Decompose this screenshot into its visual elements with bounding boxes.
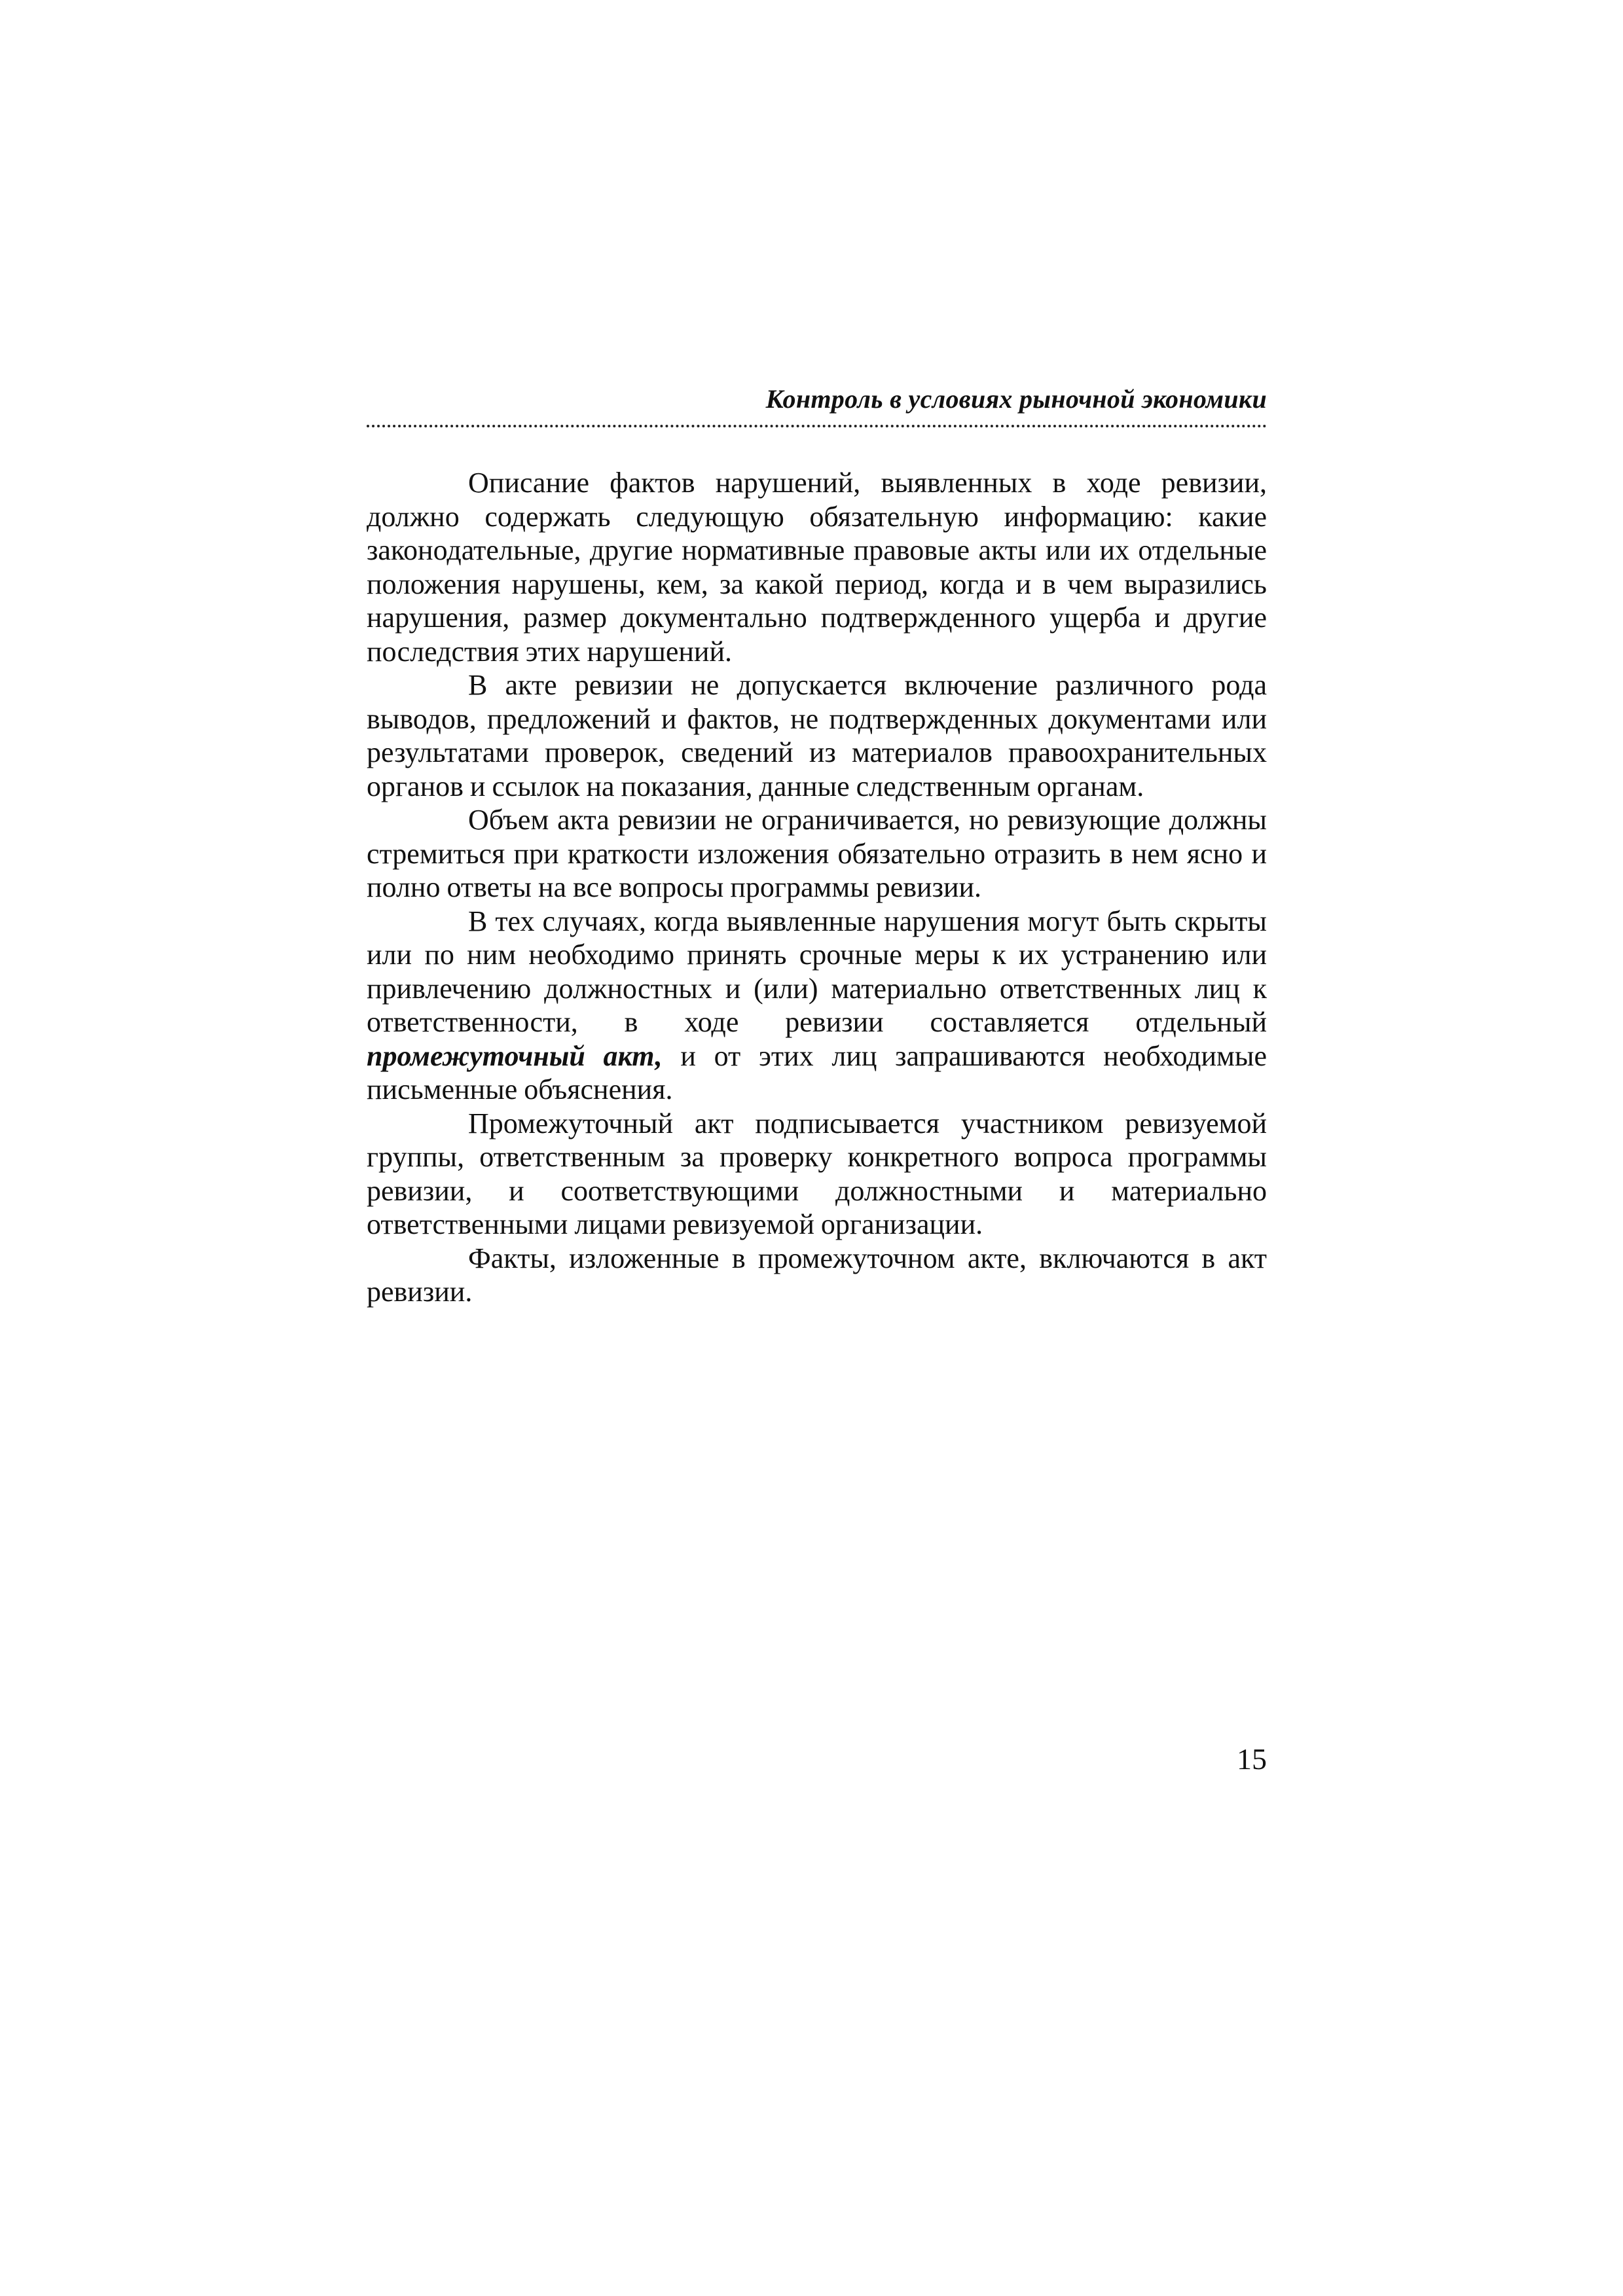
page-number: 15 [1237,1742,1267,1776]
paragraph-intermediate-act-signing: Промежуточный акт подписывается участником ревизуемой группы, ответственным за проверку конкретного вопроса программы ревизии, и соответствующими должностными и материально ответственными лицами ревизуемой организации. [367,1107,1267,1240]
running-header-title: Контроль в условиях рыночной экономики [765,384,1267,414]
header-dotted-rule [367,425,1267,427]
paragraph-intermediate-act [367,905,1267,1107]
paragraph-prohibited-content: В акте ревизии не допускается включение различного рода выводов, предложений и фактов, не подтвержденных документами или результатами проверок, сведений из материалов правоохранительных органов и ссылок на показания, данные следственным органам. [367,669,1267,802]
intermediate-act-term: промежуточный акт, [367,1039,663,1072]
paragraph-violations-description: Описание фактов нарушений, выявленных в ходе ревизии, должно содержать следующую обязательную информацию: какие законодательные, другие нормативные правовые акты или их отдельные положения нарушены, кем, за какой период, когда и в чем выразились нарушения, размер документально подтвержденного ущерба и другие последствия этих нарушений. [367,467,1267,668]
body-text [367,466,1267,1309]
paragraph-intermediate-act-text-start: В тех случаях, когда выявленные нарушения могут быть скрыты или по ним необходимо принять срочные меры к их устранению или привлечению должностных и (или) материально ответственных лиц к ответственности, в ходе ревизии составляется отдельный [367,905,1267,1038]
paragraph-intermediate-act-text-end: и от этих лиц запрашиваются необходимые письменные объяснения. [367,1039,1267,1105]
paragraph-facts-inclusion: Факты, изложенные в промежуточном акте, включаются в акт ревизии. [367,1242,1267,1308]
paragraph-act-volume: Объем акта ревизии не ограничивается, но ревизующие должны стремиться при краткости изложения обязательно отразить в нем ясно и полно ответы на все вопросы программы ревизии. [367,804,1267,903]
